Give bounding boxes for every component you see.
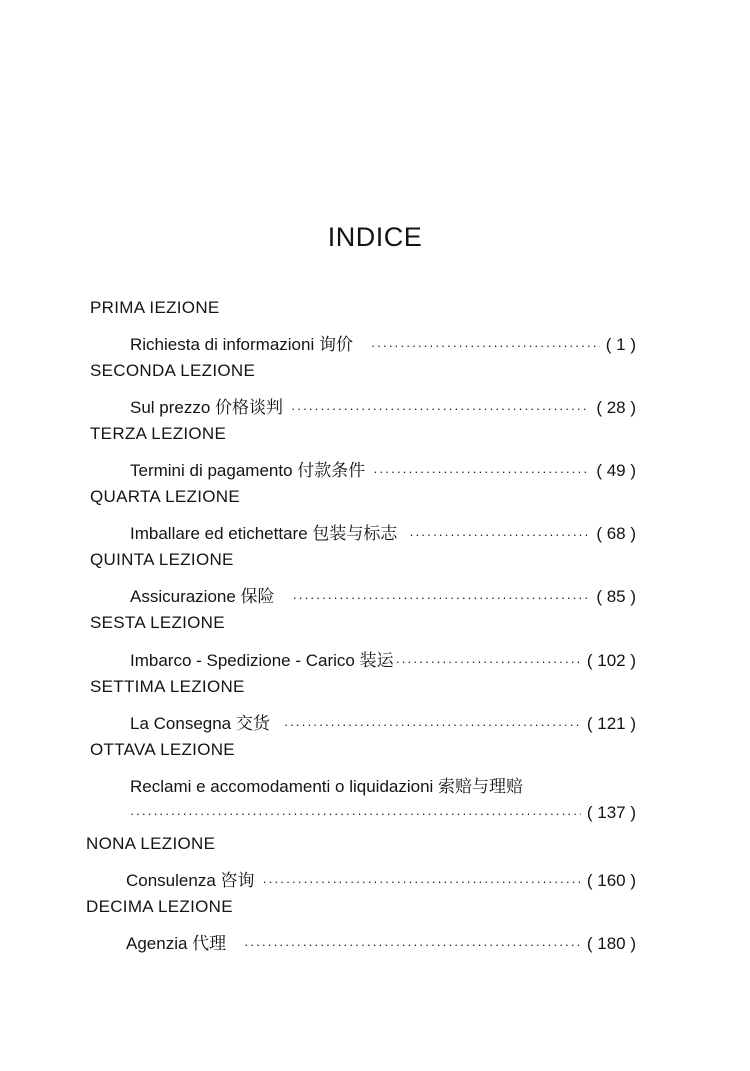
entry-title: Consulenza 咨询 bbox=[126, 871, 255, 890]
page-number: ( 121 ) bbox=[586, 714, 636, 733]
dot-leader bbox=[409, 527, 590, 542]
page-number: ( 49 ) bbox=[596, 461, 636, 480]
toc-entry[interactable] bbox=[130, 330, 636, 355]
dot-leader bbox=[293, 590, 591, 605]
dot-leader bbox=[373, 464, 590, 479]
dot-leader bbox=[396, 654, 581, 669]
entry-title: Imballare ed etichettare 包装与标志 bbox=[130, 524, 398, 543]
lesson-heading: NONA LEZIONE bbox=[86, 834, 216, 853]
entry-title: Assicurazione 保险 bbox=[130, 587, 275, 606]
page-number: ( 180 ) bbox=[586, 934, 636, 953]
lesson-heading: DECIMA LEZIONE bbox=[86, 897, 233, 916]
page-number: ( 160 ) bbox=[586, 871, 636, 890]
dot-leader bbox=[371, 338, 600, 353]
lesson-heading: OTTAVA LEZIONE bbox=[90, 740, 235, 759]
entry-title: Richiesta di informazioni 询价 bbox=[130, 335, 353, 354]
entry-title: Termini di pagamento 付款条件 bbox=[130, 461, 366, 480]
lesson-heading: PRIMA IEZIONE bbox=[90, 298, 220, 317]
toc-entry[interactable] bbox=[130, 709, 636, 734]
entry-title: Sul prezzo 价格谈判 bbox=[130, 398, 284, 417]
dot-leader bbox=[244, 937, 581, 952]
page-number: ( 1 ) bbox=[605, 335, 636, 354]
toc-entry[interactable] bbox=[130, 393, 636, 418]
lesson-heading: SETTIMA LEZIONE bbox=[90, 677, 245, 696]
entry-title: Imbarco - Spedizione - Carico 装运 bbox=[130, 651, 394, 670]
toc-entry[interactable] bbox=[130, 582, 636, 607]
dot-leader bbox=[291, 401, 590, 416]
toc-entry[interactable] bbox=[130, 519, 636, 544]
toc-entry[interactable] bbox=[130, 646, 636, 671]
entry-title[interactable]: Reclami e accomodamenti o liquidazioni 索赔与理赔 bbox=[130, 777, 524, 796]
lesson-heading: TERZA LEZIONE bbox=[90, 424, 227, 443]
page-number: ( 137 ) bbox=[586, 803, 636, 822]
lesson-heading: QUARTA LEZIONE bbox=[90, 487, 240, 506]
dot-leader bbox=[130, 806, 581, 821]
toc-entry-continuation bbox=[130, 803, 636, 823]
lesson-heading: QUINTA LEZIONE bbox=[90, 550, 234, 569]
dot-leader bbox=[263, 874, 581, 889]
toc-entry[interactable] bbox=[126, 866, 636, 891]
toc-entry[interactable] bbox=[130, 456, 636, 481]
page-number: ( 68 ) bbox=[596, 524, 636, 543]
lesson-heading: SESTA LEZIONE bbox=[90, 613, 225, 632]
toc-entry[interactable] bbox=[126, 929, 636, 954]
lesson-heading: SECONDA LEZIONE bbox=[90, 361, 256, 380]
page-number: ( 28 ) bbox=[596, 398, 636, 417]
page-number: ( 102 ) bbox=[586, 651, 636, 670]
entry-title: La Consegna 交货 bbox=[130, 714, 270, 733]
dot-leader bbox=[284, 717, 581, 732]
page-title: INDICE bbox=[327, 222, 423, 252]
page-number: ( 85 ) bbox=[596, 587, 636, 606]
entry-title: Agenzia 代理 bbox=[126, 934, 227, 953]
